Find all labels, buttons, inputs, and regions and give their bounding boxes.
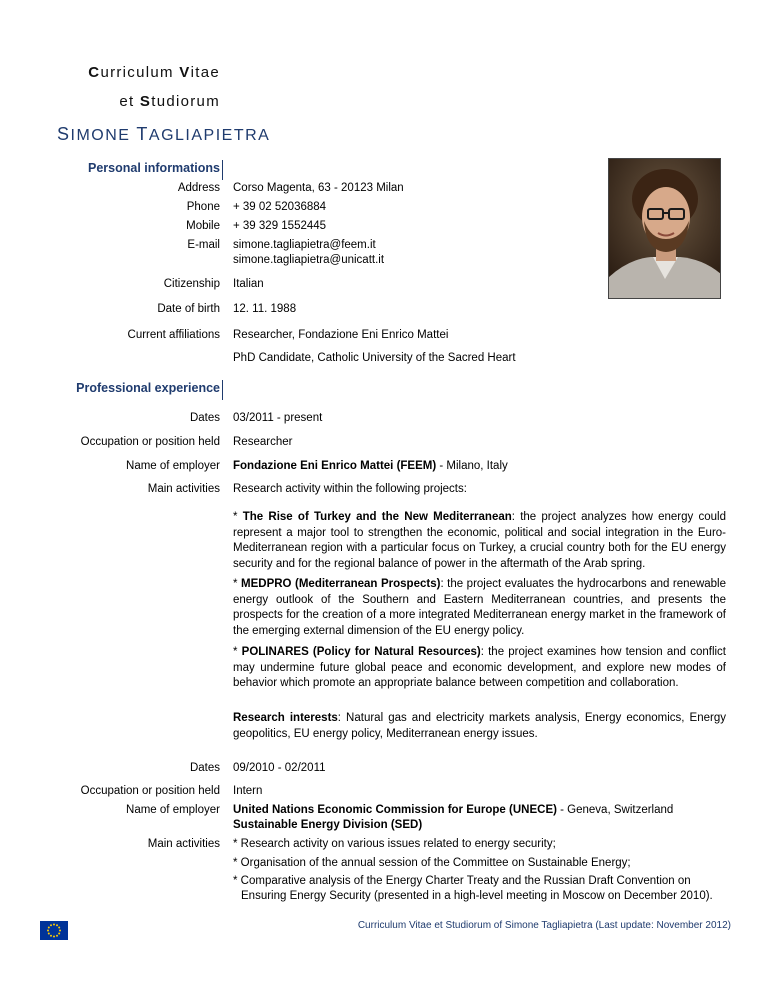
label-dates-1: Dates [189,412,220,424]
label-employer-2: Name of employer [126,804,220,816]
value-employer-1: Fondazione Eni Enrico Mattei (FEEM) - Milano, Italy [233,460,508,472]
value-employer-2-division: Sustainable Energy Division (SED) [233,819,423,831]
value-dates-1: 03/2011 - present [233,412,323,424]
label-employer-1: Name of employer [126,460,220,472]
label-mobile: Mobile [186,220,220,232]
section-rule-personal [222,160,223,180]
activity-item-1: * Research activity on various issues related to energy security; [233,838,556,850]
value-dates-2: 09/2010 - 02/2011 [233,762,326,774]
person-name: SIMONE TAGLIAPIETRA [57,124,271,144]
label-dob: Date of birth [157,303,220,315]
value-affiliation-1: Researcher, Fondazione Eni Enrico Mattei [233,329,449,341]
label-dates-2: Dates [189,762,220,774]
value-affiliation-2: PhD Candidate, Catholic University of the Sacred Heart [233,352,516,364]
section-title-experience: Professional experience [76,381,220,395]
value-activities-intro: Research activity within the following projects: [233,483,467,495]
label-citizenship: Citizenship [163,278,220,290]
label-affiliations: Current affiliations [127,329,220,341]
activity-item-3: * Comparative analysis of the Energy Charter Treaty and the Russian Draft Convention on [233,875,691,887]
value-address: Corso Magenta, 63 - 20123 Milan [233,182,404,194]
label-activities-2: Main activities [147,838,220,850]
activity-item-3-cont: Ensuring Energy Security (presented in a high-level meeting in Moscow on December 2010). [241,890,713,902]
label-occupation-1: Occupation or position held [80,436,220,448]
project-medpro: * MEDPRO (Mediterranean Prospects): the project evaluates the hydrocarbons and renewable energy outlook of the Southern and Eastern Mediterranean countries, and presents the prospects for the creation of a more integrated Mediterranean energy market in the framework of the emerging external dimension of the EU energy policy. [233,578,726,637]
label-activities-1: Main activities [147,483,220,495]
value-citizenship: Italian [233,278,264,290]
value-phone: + 39 02 52036884 [233,201,327,213]
value-occupation-2: Intern [233,785,263,797]
cv-title-line2: et Studiorum [119,93,220,110]
value-occupation-1: Researcher [233,436,293,448]
project-polinares: * POLINARES (Policy for Natural Resources): the project examines how tension and conflict may undermine future global peace and economic development, and explore new modes of behavior which promote an appropriate balance between competition and collaboration. [233,646,727,690]
eu-flag-icon [40,921,68,940]
label-phone: Phone [186,201,220,213]
value-dob: 12. 11. 1988 [233,303,297,315]
label-email: E-mail [187,239,220,251]
label-address: Address [177,182,220,194]
activity-item-2: * Organisation of the annual session of the Committee on Sustainable Energy; [233,857,631,869]
portrait-photo [608,158,721,299]
project-turkey: * The Rise of Turkey and the New Mediterranean: the project analyzes how energy could represent a major tool to strengthen the economic, political and social integration in the Euro-Mediterranean region with a particular focus on Turkey, a crucial country both for the EU energy security and for the regional balance of power in the aftermath of the Arab spring. [233,511,727,570]
section-title-personal: Personal informations [88,161,220,175]
value-employer-2: United Nations Economic Commission for Europe (UNECE) - Geneva, Switzerland [233,804,674,816]
section-rule-experience [222,380,223,400]
label-occupation-2: Occupation or position held [80,785,220,797]
value-email-2[interactable]: simone.tagliapietra@unicatt.it [233,254,385,266]
research-interests: Research interests: Natural gas and electricity markets analysis, Energy economics, Energy geopolitics, EU energy policy, Mediterranean energy issues. [233,712,726,740]
value-mobile: + 39 329 1552445 [233,220,327,232]
portrait-drawing [609,159,721,299]
footer-text: Curriculum Vitae et Studiorum of Simone Tagliapietra (Last update: November 2012) [357,920,731,931]
cv-title-line1: Curriculum Vitae [88,64,220,81]
value-email-1[interactable]: simone.tagliapietra@feem.it [233,239,376,251]
